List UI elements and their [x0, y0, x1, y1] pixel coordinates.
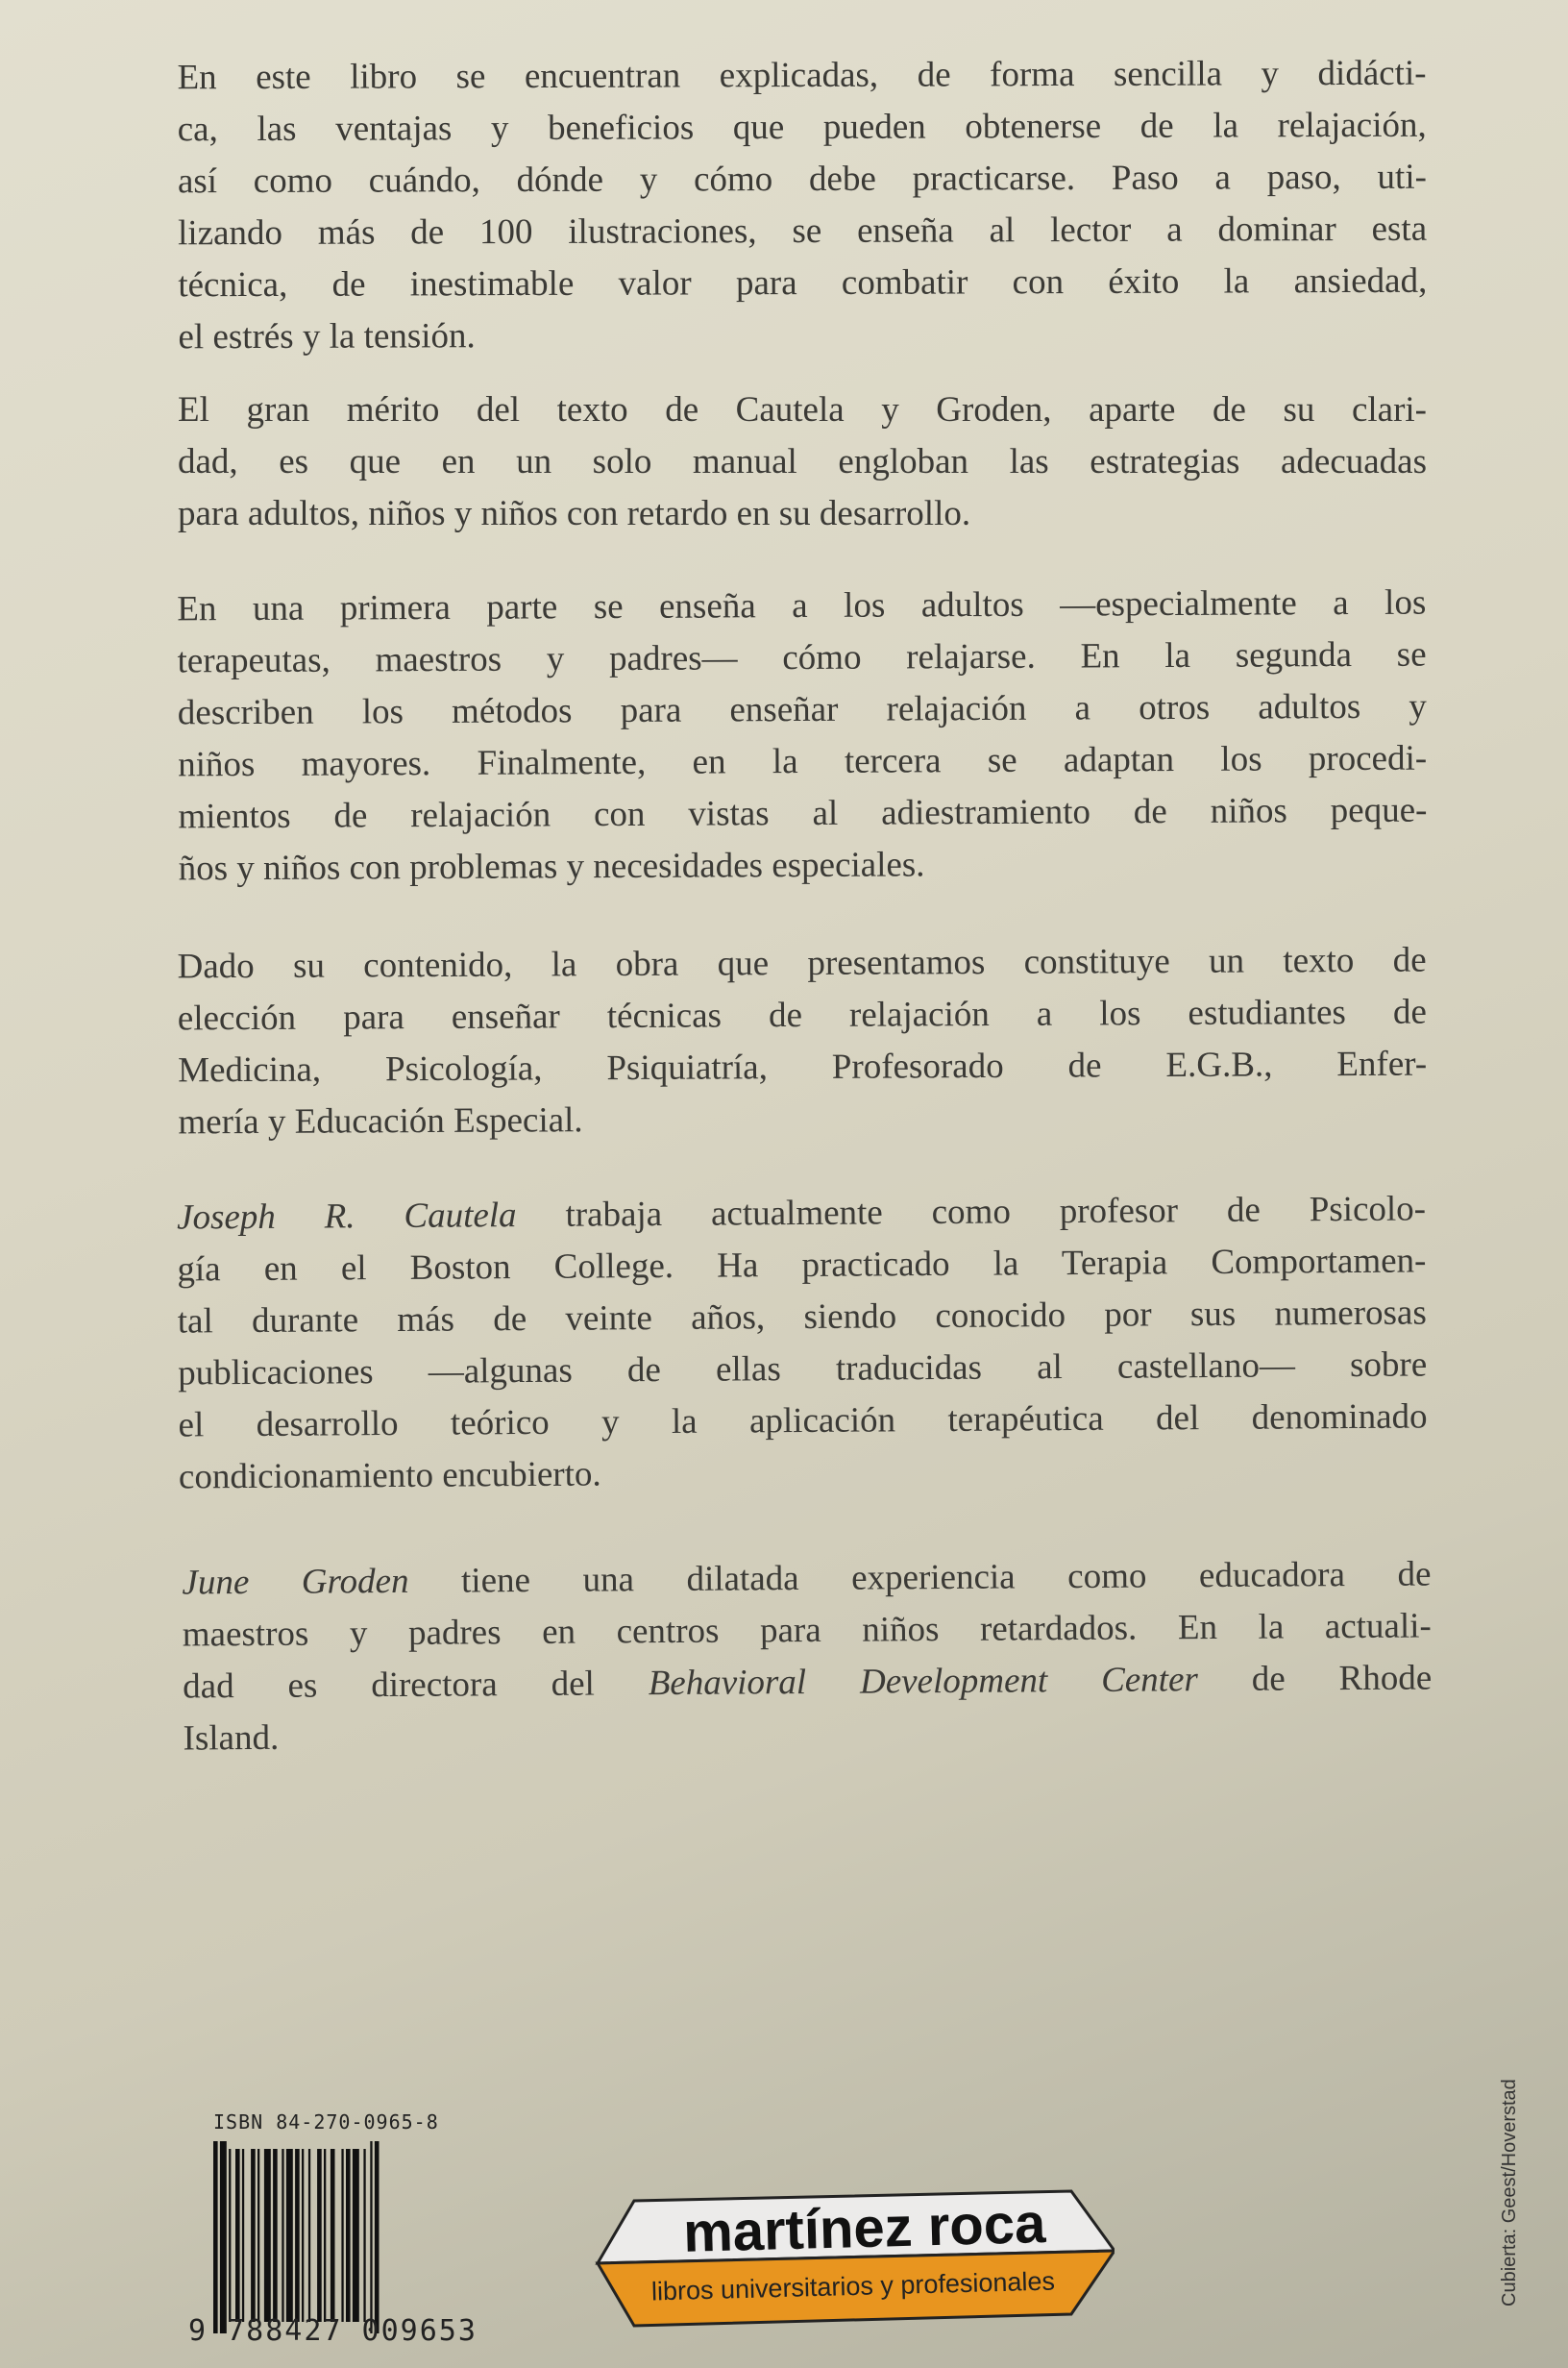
text-line: Dado su contenido, la obra que presentamos constituye un texto de	[177, 940, 1427, 987]
paragraph-author-cautela	[177, 1183, 1428, 1503]
publisher-tagline: libros universitarios y profesionales	[650, 2266, 1056, 2306]
text-line: mientos de relajación con vistas al adiestramiento de niños peque-	[178, 790, 1428, 837]
barcode-bar	[302, 2149, 304, 2322]
barcode-bar	[295, 2149, 300, 2322]
text-line: lizando más de 100 ilustraciones, se enseña al lector a dominar esta	[178, 209, 1428, 254]
text-line: así como cuándo, dónde y cómo debe practicarse. Paso a paso, uti-	[177, 157, 1427, 202]
text-segment: de Rhode	[1197, 1658, 1433, 1700]
publisher-logo	[538, 2182, 1115, 2335]
barcode-bar	[331, 2149, 335, 2322]
barcode-bar	[353, 2149, 359, 2322]
barcode-bar	[286, 2149, 293, 2322]
text-line: para adultos, niños y niños con retardo en su desarrollo.	[178, 494, 971, 533]
text-line: dad, es que en un solo manual engloban las estrategias adecuadas	[178, 442, 1427, 481]
center-name: Behavioral Development Center	[648, 1660, 1198, 1704]
cover-credit: Cubierta: Geest/Hoverstad	[1499, 2079, 1520, 2306]
text-line: Island.	[183, 1717, 280, 1759]
text-line: tal durante más de veinte años, siendo conocido por sus numerosas	[177, 1293, 1427, 1342]
text-line: En este libro se encuentran explicadas, de forma sencilla y didácti-	[177, 53, 1427, 98]
barcode-bar	[324, 2149, 326, 2322]
barcode-icon	[209, 2141, 459, 2333]
barcode-bar	[375, 2141, 380, 2333]
text-line: publicaciones —algunas de ellas traducidas al castellano— sobre	[178, 1344, 1428, 1394]
text-line: gía en el Boston College. Ha practicado la Terapia Comportamen-	[177, 1241, 1427, 1290]
barcode-bar	[363, 2149, 365, 2322]
text-line: elección para enseñar técnicas de relajación a los estudiantes de	[177, 992, 1427, 1039]
paragraph-author-groden	[182, 1548, 1432, 1764]
text-line: ca, las ventajas y beneficios que pueden obtenerse de la relajación,	[177, 105, 1427, 150]
text-line: condicionamiento encubierto.	[178, 1454, 601, 1497]
barcode-bar	[370, 2141, 372, 2333]
text-line: terapeutas, maestros y padres— cómo relajarse. En la segunda se	[177, 634, 1427, 681]
text-line: describen los métodos para enseñar relajación a otros adultos y	[177, 686, 1427, 733]
paragraph-merit	[178, 384, 1427, 540]
barcode-bar	[273, 2149, 278, 2322]
text-line: ños y niños con problemas y necesidades especiales.	[178, 845, 925, 889]
barcode-bar	[229, 2149, 231, 2322]
text-segment: tiene una dilatada experiencia como educadora de	[408, 1554, 1432, 1601]
barcode-bar	[346, 2149, 351, 2322]
text-line: el estrés y la tensión.	[178, 316, 476, 358]
barcode-bar	[235, 2149, 240, 2322]
text-line: maestros y padres en centros para niños retardados. En la actuali-	[182, 1606, 1432, 1655]
barcode-bar	[282, 2149, 283, 2322]
text-line: Medicina, Psicología, Psiquiatría, Profesorado de E.G.B., Enfer-	[178, 1044, 1428, 1091]
author-name: June Groden	[182, 1561, 409, 1603]
text-line	[182, 1548, 1431, 1609]
barcode-bar	[257, 2149, 259, 2322]
text-line: En una primera parte se enseña a los adultos —especialmente a los	[177, 582, 1427, 629]
barcode-bar	[308, 2149, 310, 2322]
barcode-bar	[317, 2149, 322, 2322]
paragraph-audience	[177, 935, 1427, 1149]
text-line	[177, 1183, 1426, 1244]
paragraph-intro	[177, 48, 1427, 364]
barcode-number: 9 788427 009653	[188, 2314, 478, 2348]
text-line: técnica, de inestimable valor para combatir con éxito la ansiedad,	[178, 260, 1428, 306]
text-segment: dad es directora del	[183, 1664, 649, 1707]
barcode-bar	[220, 2141, 227, 2333]
text-line	[183, 1652, 1432, 1713]
text-line: El gran mérito del texto de Cautela y Groden, aparte de su clari-	[178, 390, 1427, 430]
text-segment: trabaja actualmente como profesor de Psicolo-	[516, 1189, 1427, 1236]
barcode-bar	[242, 2149, 244, 2322]
barcode-bar	[251, 2149, 256, 2322]
barcode-bar	[264, 2149, 271, 2322]
isbn-label: ISBN 84-270-0965-8	[213, 2110, 439, 2134]
text-line: el desarrollo teórico y la aplicación terapéutica del denominado	[178, 1396, 1428, 1445]
paragraph-structure	[177, 578, 1428, 896]
text-line: mería y Educación Especial.	[178, 1100, 583, 1143]
barcode-bar	[341, 2149, 343, 2322]
publisher-name: martínez roca	[682, 2192, 1047, 2264]
author-name: Joseph R. Cautela	[176, 1196, 517, 1238]
text-line: niños mayores. Finalmente, en la tercera se adaptan los procedi-	[178, 738, 1428, 785]
barcode-bar	[213, 2141, 218, 2333]
